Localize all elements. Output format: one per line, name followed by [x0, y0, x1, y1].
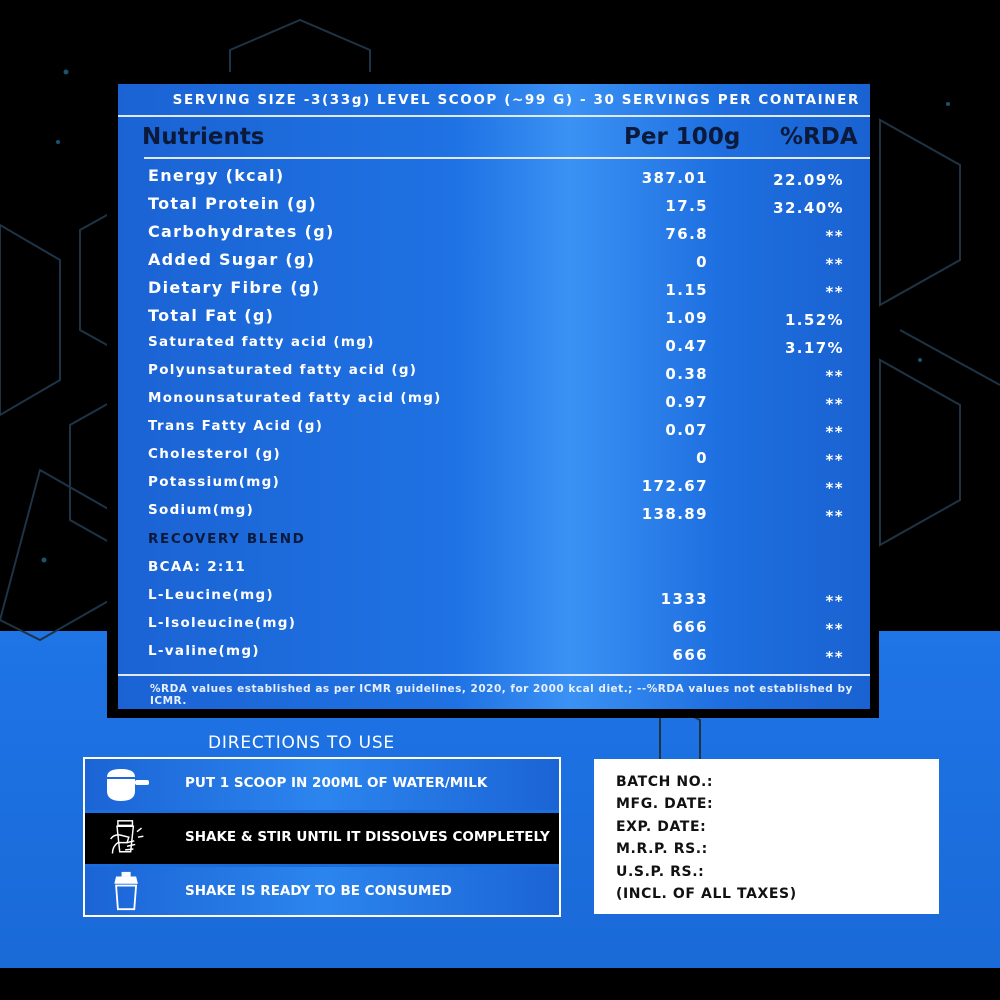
nutrient-name: Saturated fatty acid (mg)	[148, 334, 375, 350]
serving-size: SERVING SIZE -3(33g) LEVEL SCOOP (~99 G) - 30 SERVINGS PER CONTAINER	[172, 92, 860, 108]
nutrient-rda: **	[825, 451, 844, 469]
shaker-bottle-icon	[105, 871, 149, 911]
nutrient-name: Added Sugar (g)	[148, 250, 316, 269]
direction-step	[85, 813, 559, 864]
directions-box	[83, 757, 561, 917]
nutrient-value: 1333	[660, 590, 708, 608]
nutrient-value: 17.5	[665, 197, 708, 215]
nutrient-name: Trans Fatty Acid (g)	[148, 418, 324, 434]
direction-step-text: SHAKE IS READY TO BE CONSUMED	[185, 883, 452, 899]
nutrition-panel	[118, 84, 870, 709]
batch-no-label: BATCH NO.:	[616, 774, 714, 790]
header-rda: %RDA	[780, 124, 858, 150]
table-row	[118, 587, 870, 615]
divider	[144, 157, 870, 159]
table-row	[118, 250, 870, 278]
table-row	[118, 474, 870, 502]
nutrient-rda: 3.17%	[784, 339, 844, 357]
nutrient-value: 666	[672, 646, 708, 664]
nutrient-name: Carbohydrates (g)	[148, 222, 335, 241]
nutrient-name: Sodium(mg)	[148, 502, 255, 518]
table-row	[118, 306, 870, 334]
nutrient-rda: 1.52%	[784, 311, 844, 329]
nutrient-value: 138.89	[641, 505, 708, 523]
table-row	[118, 446, 870, 474]
batch-info-box	[594, 759, 939, 914]
nutrient-rda: **	[825, 255, 844, 273]
usp-label: U.S.P. RS.:	[616, 864, 705, 880]
divider	[118, 115, 870, 117]
nutrient-name: Energy (kcal)	[148, 166, 285, 185]
nutrient-rda: **	[825, 507, 844, 525]
table-row	[118, 194, 870, 222]
nutrient-rda: **	[825, 423, 844, 441]
table-row	[118, 166, 870, 194]
nutrient-rda: **	[825, 620, 844, 638]
nutrient-value: 387.01	[641, 169, 708, 187]
directions-title: DIRECTIONS TO USE	[208, 733, 395, 753]
header-nutrients: Nutrients	[142, 124, 265, 150]
nutrient-value: 1.15	[665, 281, 708, 299]
nutrient-value: 76.8	[665, 225, 708, 243]
nutrient-name: L-Isoleucine(mg)	[148, 615, 297, 631]
section-heading-label: RECOVERY BLEND	[148, 531, 306, 547]
table-row	[118, 278, 870, 306]
table-row	[118, 502, 870, 530]
nutrient-name: Total Protein (g)	[148, 194, 318, 213]
nutrient-rda: 22.09%	[773, 171, 844, 189]
direction-step	[85, 867, 559, 915]
nutrient-name: BCAA: 2:11	[148, 559, 247, 575]
nutrient-name: Cholesterol (g)	[148, 446, 281, 462]
nutrient-name: L-valine(mg)	[148, 643, 260, 659]
nutrient-value: 666	[672, 618, 708, 636]
mrp-label: M.R.P. RS.:	[616, 841, 708, 857]
section-heading	[118, 531, 870, 559]
direction-step	[85, 759, 559, 810]
scoop-icon	[105, 765, 149, 805]
nutrient-value: 0.47	[665, 337, 708, 355]
header-per-100g: Per 100g	[624, 124, 741, 150]
nutrient-name: Potassium(mg)	[148, 474, 281, 490]
table-row	[118, 390, 870, 418]
nutrient-rda: **	[825, 227, 844, 245]
nutrient-value: 0.38	[665, 365, 708, 383]
nutrient-value: 0.97	[665, 393, 708, 411]
nutrient-name: Total Fat (g)	[148, 306, 275, 325]
nutrient-value: 0	[696, 253, 708, 271]
table-row	[118, 222, 870, 250]
footnote: %RDA values established as per ICMR guidelines, 2020, for 2000 kcal diet.; --%RDA values not established by ICMR.	[150, 683, 853, 707]
nutrient-name: Monounsaturated fatty acid (mg)	[148, 390, 442, 406]
table-row	[118, 418, 870, 446]
nutrient-name: L-Leucine(mg)	[148, 587, 274, 603]
nutrient-rda: **	[825, 367, 844, 385]
divider	[118, 674, 870, 676]
nutrient-name: Dietary Fibre (g)	[148, 278, 321, 297]
table-row	[118, 362, 870, 390]
direction-step-text: PUT 1 SCOOP IN 200ML OF WATER/MILK	[185, 775, 488, 791]
table-row	[118, 615, 870, 643]
mfg-date-label: MFG. DATE:	[616, 796, 714, 812]
nutrient-value: 1.09	[665, 309, 708, 327]
nutrient-rda: **	[825, 283, 844, 301]
taxes-note: (INCL. OF ALL TAXES)	[616, 886, 797, 902]
nutrient-name: Polyunsaturated fatty acid (g)	[148, 362, 418, 378]
nutrient-rda: **	[825, 479, 844, 497]
nutrient-rda: **	[825, 592, 844, 610]
table-row	[118, 643, 870, 671]
nutrient-value: 0	[696, 449, 708, 467]
nutrient-value: 0.07	[665, 421, 708, 439]
table-row	[118, 334, 870, 362]
nutrient-rda: **	[825, 395, 844, 413]
nutrient-value: 172.67	[641, 477, 708, 495]
nutrient-rda: 32.40%	[773, 199, 844, 217]
nutrient-rda: **	[825, 648, 844, 666]
table-row	[118, 559, 870, 587]
exp-date-label: EXP. DATE:	[616, 819, 707, 835]
hand-shaker-icon	[105, 819, 149, 859]
direction-step-text: SHAKE & STIR UNTIL IT DISSOLVES COMPLETELY	[185, 829, 550, 845]
